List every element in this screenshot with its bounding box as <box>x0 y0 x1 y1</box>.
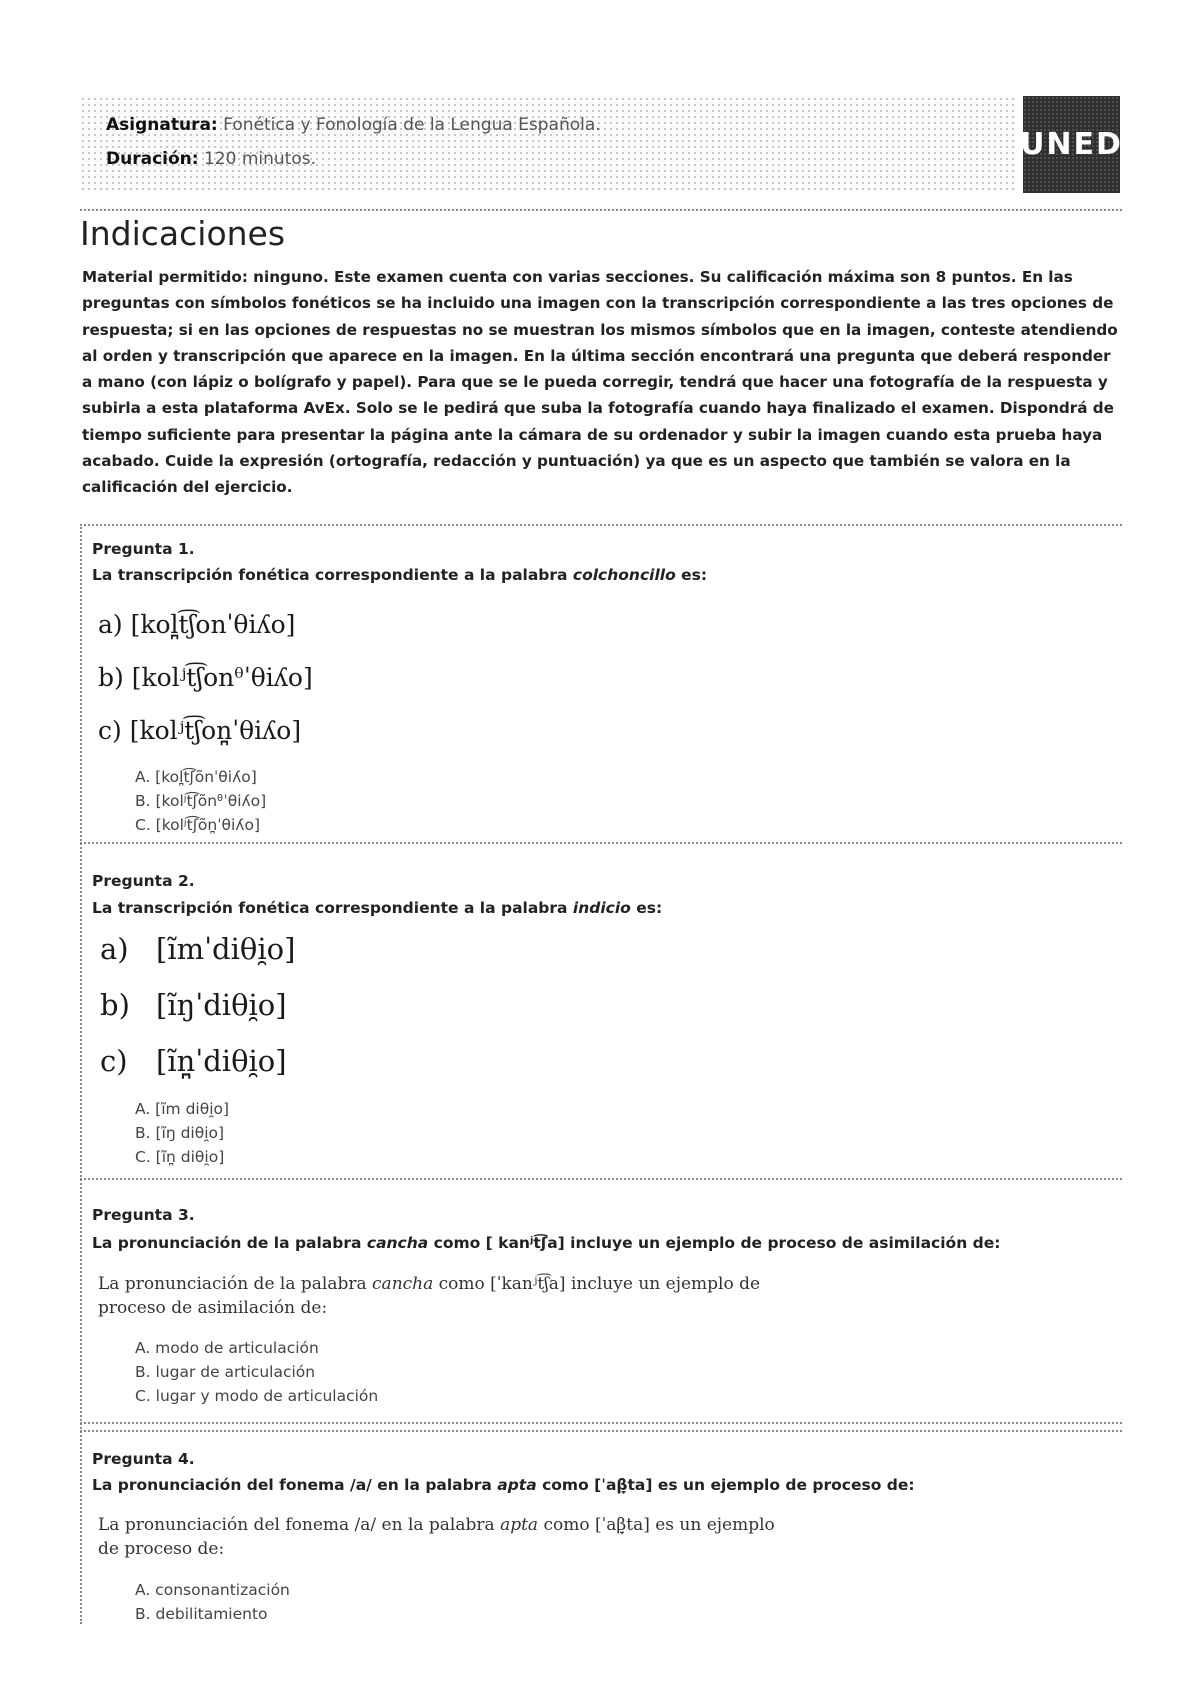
stem-text: La pronunciación del fonema /a/ en la palabra <box>92 1476 498 1494</box>
duration-label: Duración: <box>106 149 199 169</box>
duration-line <box>106 148 316 170</box>
answer-option-c[interactable]: C. lugar y modo de articulación <box>135 1387 379 1405</box>
header-divider <box>80 209 1122 211</box>
question-number: Pregunta 2. <box>92 872 195 890</box>
duration-value: 120 minutos. <box>203 149 316 169</box>
answer-option-a[interactable]: A. consonantización <box>135 1581 290 1599</box>
image-label: a) <box>100 932 129 966</box>
image-text: La pronunciación del fonema /a/ en la palabra <box>98 1515 501 1535</box>
question-image-text <box>98 1272 798 1320</box>
stem-text: es: <box>630 899 663 917</box>
image-transcription: [ĩn̪ˈdiθi̯o] <box>156 1044 287 1078</box>
answer-options <box>135 1097 229 1169</box>
image-line <box>100 988 287 1022</box>
answer-option-b[interactable]: B. [ĩŋ diθi̯o] <box>135 1124 225 1142</box>
answer-option-a[interactable]: A. [ĩm diθi̯o] <box>135 1100 230 1118</box>
answer-option-c[interactable]: C. [kolʲt͡ʃõn̪ˈθiʎo] <box>135 816 260 834</box>
answer-option-a[interactable]: A. [kol̪t͡ʃõnˈθiʎo] <box>135 768 257 786</box>
answer-option-b[interactable]: B. [kolʲt͡ʃõnᶿˈθiʎo] <box>135 792 267 810</box>
question-stem <box>92 566 707 584</box>
stem-text: es: <box>675 566 708 584</box>
question-number: Pregunta 3. <box>92 1206 195 1224</box>
stem-word: colchoncillo <box>572 566 676 584</box>
stem-text: como [ˈaβ̞ta] es un ejemplo de proceso de: <box>536 1476 915 1494</box>
uned-logo <box>1020 96 1123 193</box>
stem-word: cancha <box>366 1234 429 1252</box>
question-divider <box>80 842 1122 844</box>
stem-text: La pronunciación de la palabra <box>92 1234 367 1252</box>
image-text: La pronunciación de la palabra <box>98 1274 373 1294</box>
question-stem <box>92 899 662 917</box>
answer-option-b[interactable]: B. debilitamiento <box>135 1605 268 1623</box>
question-divider <box>80 1422 1122 1424</box>
question-image-text <box>98 1513 798 1561</box>
question-number: Pregunta 1. <box>92 540 195 558</box>
answer-option-c[interactable]: C. [ĩn̪ diθi̯o] <box>135 1148 225 1166</box>
image-line <box>100 932 295 966</box>
image-label: b) <box>100 988 130 1022</box>
header-band <box>80 96 1015 190</box>
image-transcription: [ĩŋˈdiθi̯o] <box>156 988 287 1022</box>
image-word: cancha <box>372 1274 434 1294</box>
subject-line <box>106 114 601 136</box>
image-text: como [ˈkanʲt͡ʃa] incluye un ejemplo de proceso de asimilación de: <box>98 1274 761 1318</box>
subject-value: Fonética y Fonología de la Lengua Española. <box>223 115 601 135</box>
stem-text: La transcripción fonética correspondiente a la palabra <box>92 899 573 917</box>
stem-text: La transcripción fonética correspondiente a la palabra <box>92 566 573 584</box>
image-text: como [ˈaβ̞ta] es un ejemplo de proceso de: <box>98 1515 775 1559</box>
stem-word: indicio <box>572 899 631 917</box>
image-word: apta <box>500 1515 539 1535</box>
image-line <box>100 1044 287 1078</box>
logo-text: UNED <box>1020 127 1123 162</box>
image-line: c) [kolʲt͡ʃon̪ˈθiʎo] <box>98 716 302 745</box>
instructions-title: Indicaciones <box>80 214 286 253</box>
question-divider <box>80 1430 1122 1432</box>
image-line: a) [kol̪t͡ʃonˈθiʎo] <box>98 610 296 639</box>
answer-option-a[interactable]: A. modo de articulación <box>135 1339 319 1357</box>
answer-options <box>135 765 266 837</box>
question-divider <box>80 1178 1122 1180</box>
instructions-body: Material permitido: ninguno. Este examen cuenta con varias secciones. Su calificación máxima son 8 puntos. En las preguntas con símbolos fonéticos se ha incluido una imagen con la transcripción correspondiente a las tres opciones de respuesta; si en las opciones de respuestas no se muestran los mismos símbolos que en la imagen, conteste atendiendo al orden y transcripción que aparece en la imagen. En la última sección encontrará una pregunta que deberá responder a mano (con lápiz o bolígrafo y papel). Para que se le pueda corregir, tendrá que hacer una fotografía de la respuesta y subirla a esta plataforma AvEx. Solo se le pedirá que suba la fotografía cuando haya finalizado el examen. Dispondrá de tiempo suficiente para presentar la página ante la cámara de su ordenador y subir la imagen cuando esta prueba haya acabado. Cuide la expresión (ortografía, redacción y puntuación) ya que es un aspecto que también se valora en la calificación del ejercicio. <box>82 268 1118 497</box>
section-divider <box>80 524 1122 526</box>
stem-text: como [ kanʲt͡ʃa] incluye un ejemplo de proceso de asimilación de: <box>428 1234 1001 1252</box>
image-line: b) [kolʲt͡ʃonᶿˈθiʎo] <box>98 663 313 692</box>
image-transcription: [ĩmˈdiθi̯o] <box>156 932 296 966</box>
question-stem <box>92 1234 1000 1252</box>
question-number: Pregunta 4. <box>92 1450 195 1468</box>
image-label: c) <box>100 1044 128 1078</box>
stem-word: apta <box>497 1476 537 1494</box>
question-stem <box>92 1476 915 1494</box>
questions-left-border <box>80 524 82 1624</box>
answer-options <box>135 1578 290 1626</box>
exam-header <box>80 96 1123 196</box>
answer-options <box>135 1336 378 1408</box>
subject-label: Asignatura: <box>106 115 218 135</box>
answer-option-b[interactable]: B. lugar de articulación <box>135 1363 316 1381</box>
